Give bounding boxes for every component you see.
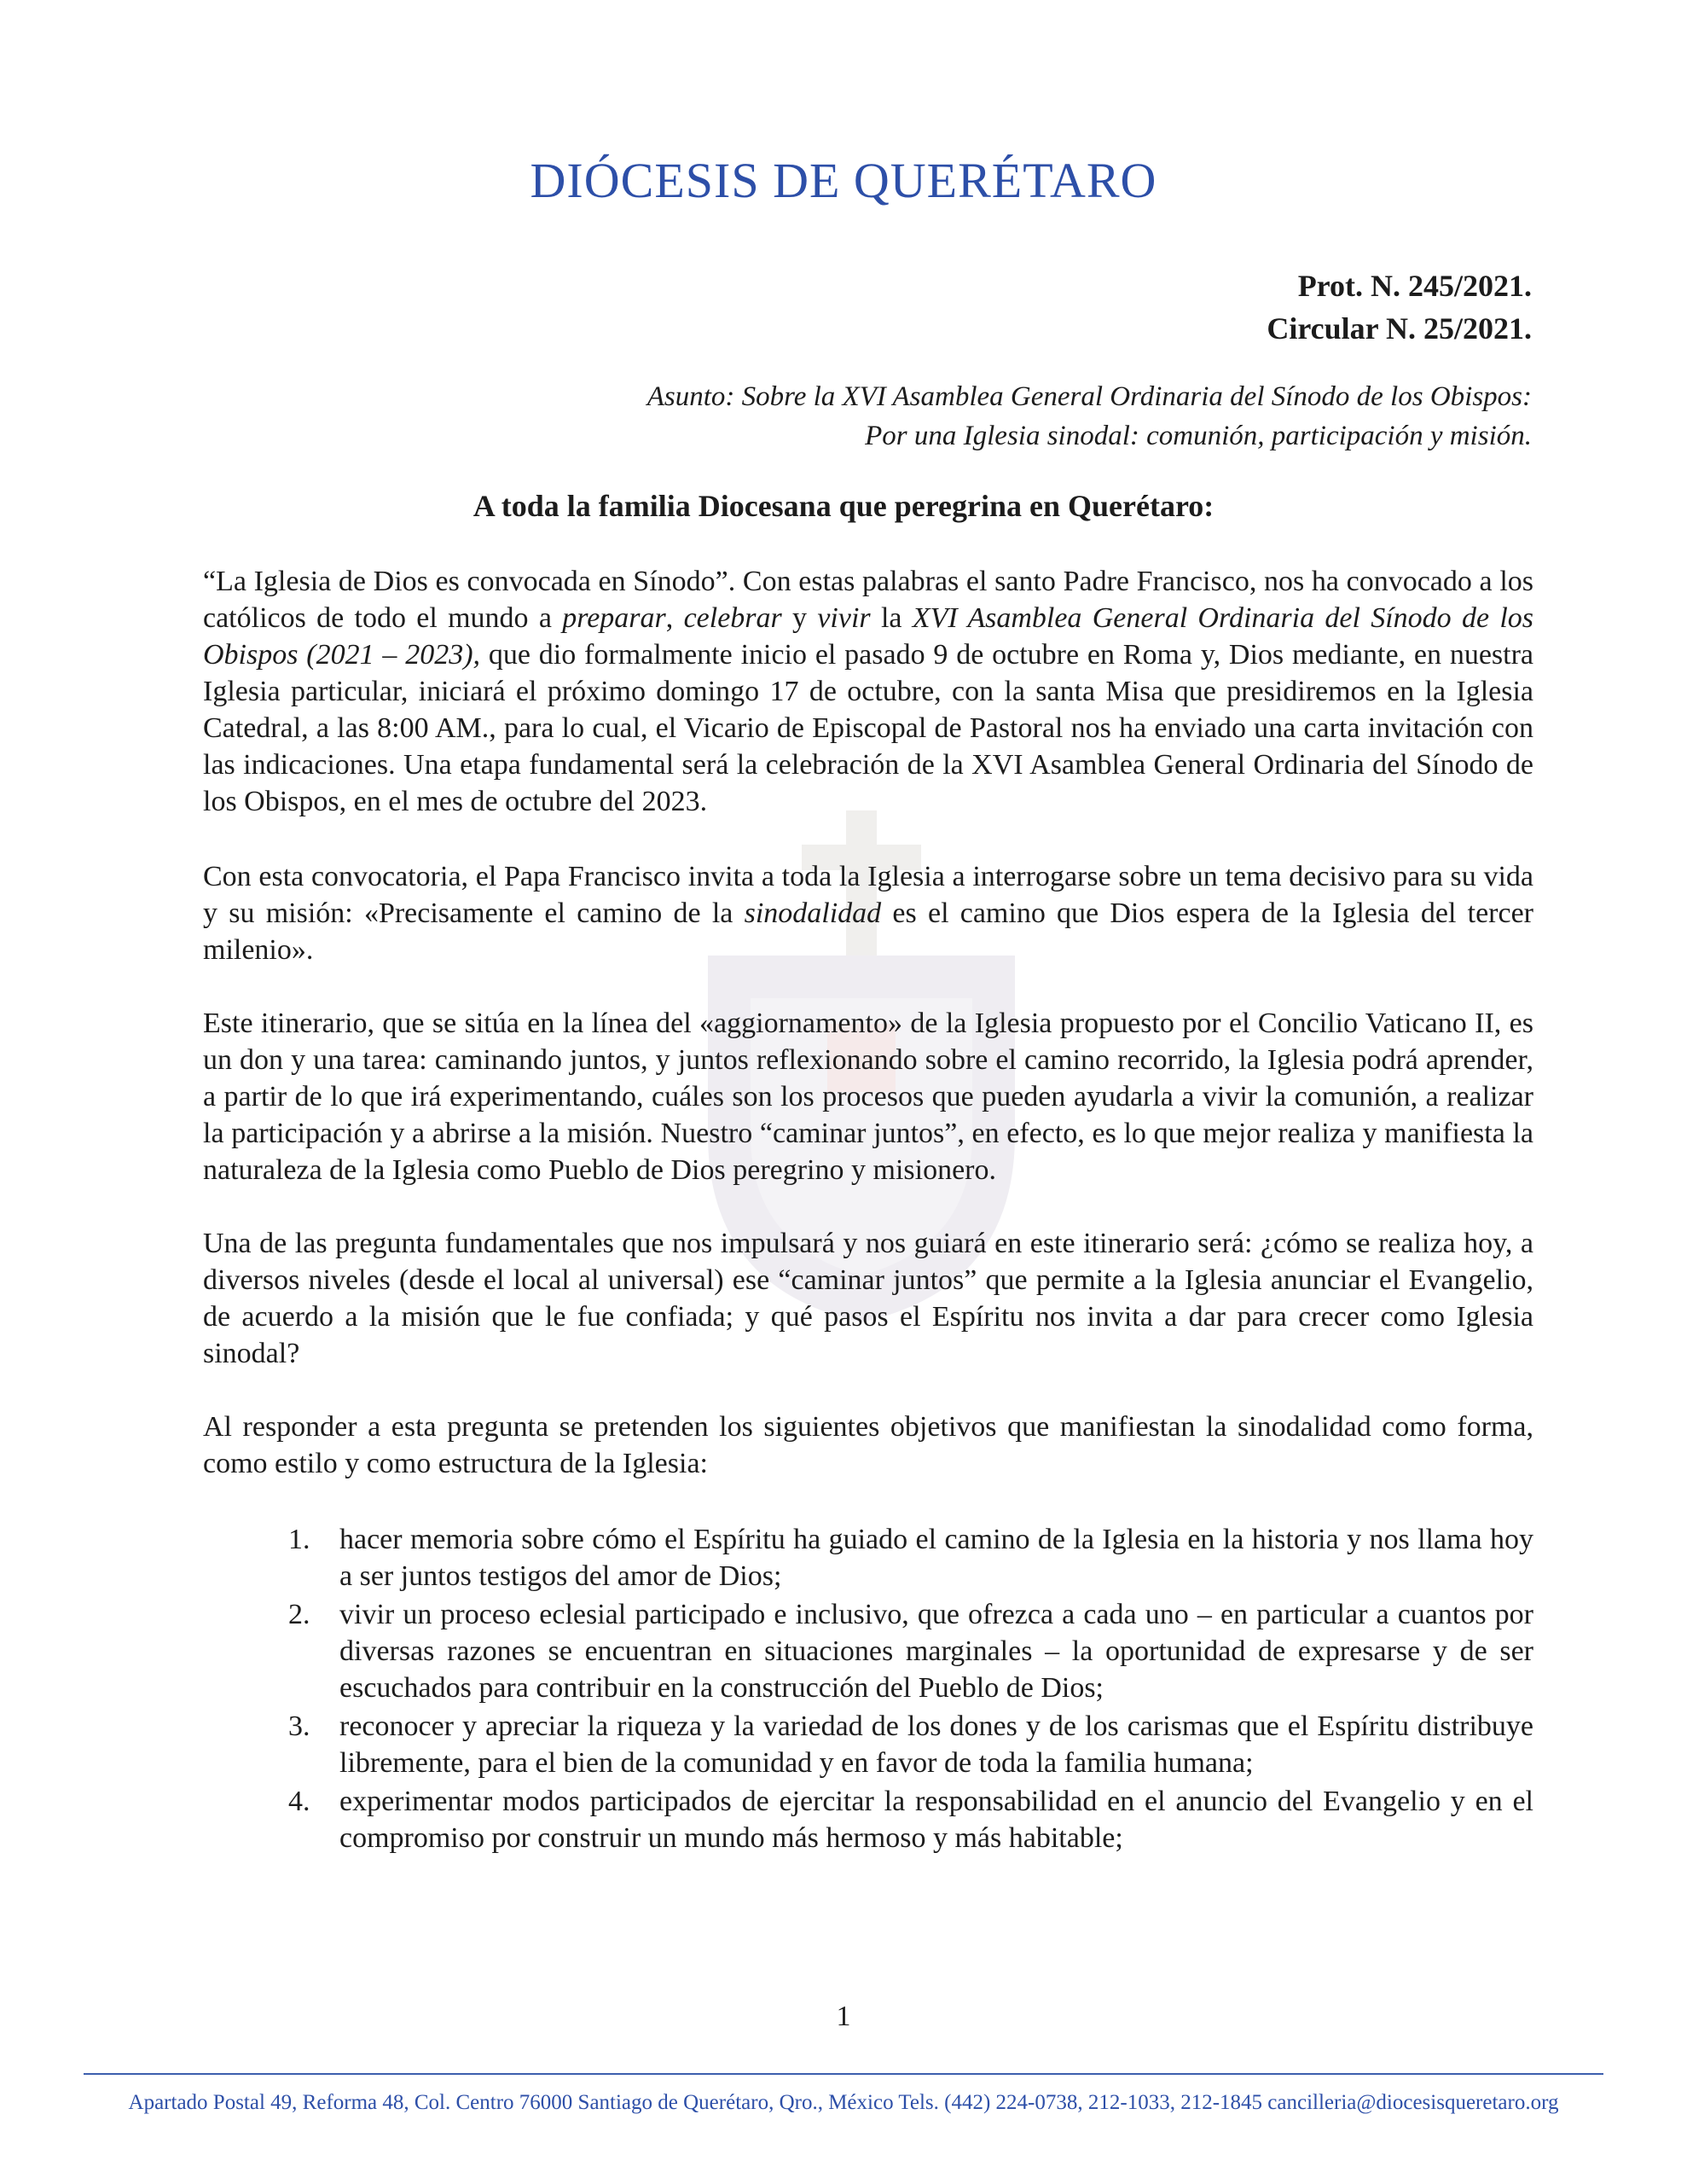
objectives-list — [203, 1521, 1533, 1856]
list-item: 3. reconocer y apreciar la riqueza y la variedad de los dones y de los carismas que el Espíritu distribuye libremente, para el bien de la comunidad y en favor de toda la familia humana; — [288, 1711, 1533, 1779]
prot-number: Prot. N. 245/2021. — [1297, 269, 1532, 303]
list-item: 4. experimentar modos participados de ejercitar la responsabilidad en el anuncio del Evangelio y en el compromiso por construir un mundo más hermoso y más habitable; — [288, 1786, 1533, 1854]
letter-body — [203, 563, 1533, 1858]
paragraph-2: Con esta convocatoria, el Papa Francisco invita a toda la Iglesia a interrogarse sobre un tema decisivo para su vida y su misión: «Precisamente el camino de la sinodalidad es el camino que Dios espera de la Iglesia del tercer milenio». — [203, 861, 1533, 966]
footer-divider — [84, 2073, 1603, 2075]
paragraph-5: Al responder a esta pregunta se pretenden los siguientes objetivos que manifiestan la sinodalidad como forma, como estilo y como estructura de la Iglesia: — [203, 1411, 1533, 1479]
subject-line-1: Asunto: Sobre la XVI Asamblea General Ordinaria del Sínodo de los Obispos: — [646, 381, 1532, 412]
subject-line-2: Por una Iglesia sinodal: comunión, participación y misión. — [865, 421, 1532, 451]
reference-block — [1267, 264, 1532, 350]
paragraph-4: Una de las pregunta fundamentales que nos impulsará y nos guiará en este itinerario será: ¿cómo se realiza hoy, a diversos niveles (desde el local al universal) ese “caminar juntos” que permite a la Iglesia anunciar el Evangelio, de acuerdo a la misión que le fue confiada; y qué pasos el Espíritu nos invita a dar para crecer como Iglesia sinodal? — [203, 1228, 1533, 1369]
salutation: A toda la familia Diocesana que peregrina en Querétaro: — [472, 489, 1215, 523]
page-number: 1 — [836, 2001, 851, 2032]
subject-block — [647, 377, 1532, 456]
circular-number: Circular N. 25/2021. — [1267, 311, 1532, 346]
footer-contact: Apartado Postal 49, Reforma 48, Col. Centro 76000 Santiago de Querétaro, Qro., México Tels. (442) 224-0738, 212-1033, 212-1845 cancilleria@diocesisqueretaro.org — [128, 2091, 1559, 2114]
list-item: 1. hacer memoria sobre cómo el Espíritu ha guiado el camino de la Iglesia en la historia y nos llama hoy a ser juntos testigos del amor de Dios; — [288, 1524, 1533, 1592]
paragraph-3: Este itinerario, que se sitúa en la línea del «aggiornamento» de la Iglesia propuesto por el Concilio Vaticano II, es un don y una tarea: caminando juntos, y juntos reflexionando sobre el camino recorrido, la Iglesia podrá aprender, a partir de lo que irá experimentando, cuáles son los procesos que pueden ayudarla a vivir la comunión, a realizar la participación y a abrirse a la misión. Nuestro “caminar juntos”, en efecto, es lo que mejor realiza y manifiesta la naturaleza de la Iglesia como Pueblo de Dios peregrino y misionero. — [203, 1008, 1533, 1186]
paragraph-1: “La Iglesia de Dios es convocada en Sínodo”. Con estas palabras el santo Padre Francisco, nos ha convocado a los católicos de todo el mundo a preparar, celebrar y vivir la XVI Asamblea General Ordinaria del Sínodo de los Obispos (2021 – 2023), que dio formalmente inicio el pasado 9 de octubre en Roma y, Dios mediante, en nuestra Iglesia particular, iniciará el próximo domingo 17 de octubre, con la santa Misa que presidiremos en la Iglesia Catedral, a las 8:00 AM., para lo cual, el Vicario de Episcopal de Pastoral nos ha enviado una carta invitación con las indicaciones. Una etapa fundamental será la celebración de la XVI Asamblea General Ordinaria del Sínodo de los Obispos, en el mes de octubre del 2023. — [203, 566, 1534, 817]
list-item: 2. vivir un proceso eclesial participado e inclusivo, que ofrezca a cada uno – en particular a cuantos por diversas razones se encuentran en situaciones marginales – la oportunidad de expresarse y de ser escuchados para contribuir en la construcción del Pueblo de Dios; — [288, 1599, 1533, 1704]
diocese-title: DIÓCESIS DE QUERÉTARO — [530, 153, 1157, 208]
